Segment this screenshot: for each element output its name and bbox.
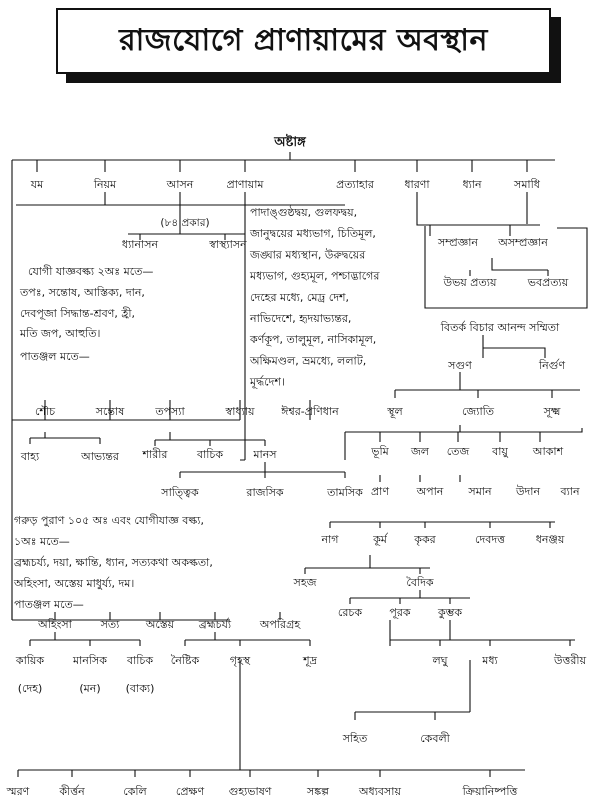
- asana-kind: ধ্যানাসন: [121, 238, 159, 251]
- title: রাজযোগে প্রাণায়ামের অবস্থান: [119, 22, 488, 58]
- limb-node: ধ্যান: [462, 178, 482, 191]
- garuda-line: অহিংসা, অস্তেয় মাধুর্য্য, দম।: [14, 577, 135, 590]
- maithuna-item: গুহ্যভাষণ: [228, 785, 272, 798]
- kumbhaka-type: লঘু: [432, 654, 448, 667]
- vaidika-node: পূরক: [389, 606, 411, 619]
- prana-node: ব্যান: [560, 485, 580, 498]
- manasa-type: তামসিক: [327, 486, 363, 499]
- limb-node: আসন: [166, 178, 194, 191]
- pratyahara-place: জঙ্ঘার মধ্যস্থান, উরুদ্বয়ের: [250, 248, 366, 262]
- samprajnata-types: বিতর্ক বিচার আনন্দ সম্মিতা: [440, 321, 560, 334]
- vakya-paren: (মন): [79, 682, 101, 695]
- tapas-type: মানস: [253, 448, 277, 461]
- maithuna-item: কীর্ত্তন: [59, 785, 85, 798]
- pranayama-kind: বৈদিক: [406, 576, 434, 589]
- upaprana-node: কূর্ম: [373, 533, 387, 546]
- shaucha-type: আভ্যন্তর: [81, 450, 119, 463]
- yajnavalkya-line: দেবপূজা সিদ্ধান্ত-শ্রবণ, হ্রী,: [20, 307, 136, 320]
- garuda-line: গরুড় পুরাণ ১০৫ অঃ এবং যোগীযাজ্ঞ বল্ক্য,: [14, 514, 204, 527]
- asamprajnata-type: ভবপ্রত্যয়: [527, 276, 569, 289]
- pratyahara-place: অক্ষিমণ্ডল, ভ্রমধ্যে, ললাট,: [250, 354, 367, 368]
- samadhi-type: অসম্প্রজ্ঞান: [498, 236, 548, 249]
- yama-item: সত্য: [100, 618, 120, 631]
- kumbhaka2-type: সহিত: [342, 732, 368, 745]
- saguna-type: জ্যোতি: [461, 405, 495, 418]
- pratyahara-place: মধ্যভাগ, গুহ্যমূল, পশ্চাদ্ভাগের: [250, 269, 380, 283]
- upaprana-node: কৃকর: [414, 533, 436, 546]
- prana-node: সমান: [468, 485, 492, 498]
- samadhi-type: সম্প্রজ্ঞান: [437, 236, 479, 249]
- garuda-line: ব্রহ্মচর্য্য, দয়া, ক্ষান্তি, ধ্যান, সত্যকথা অকল্কতা,: [14, 556, 213, 569]
- brahmacharya-type: গৃহস্থ: [229, 654, 251, 667]
- niyama-item: ঈশ্বর-প্রণিধান: [281, 405, 339, 418]
- yama-item: ব্রহ্মচর্য্য: [198, 618, 232, 631]
- manasa-type: রাজসিক: [246, 486, 284, 499]
- saguna-node: সগুণ: [448, 359, 472, 372]
- maithuna-item: প্রেক্ষণ: [175, 785, 205, 798]
- yajnavalkya-heading: যোগী যাজ্ঞবল্ক্য ২অঃ মতে—: [28, 265, 154, 278]
- yajnavalkya-line: তপঃ, সন্তোষ, আস্তিক্য, দান,: [20, 286, 145, 299]
- brahmacharya-type: শূদ্র: [303, 654, 317, 667]
- vaidika-node: কুম্ভক: [437, 606, 463, 619]
- bhuta-node: তেজ: [446, 445, 470, 458]
- patanjali-label-2: পাতঞ্জল মতে—: [14, 598, 84, 611]
- kumbhaka-type: উত্তরীয়: [553, 654, 587, 667]
- prana-node: উদান: [515, 485, 541, 498]
- pratyahara-place: জানুদ্বয়ের মধ্যভাগ, চিতিমূল,: [250, 227, 376, 241]
- asamprajnata-type: উভয় প্রত্যয়: [443, 276, 497, 289]
- vakya-paren: (বাক্য): [125, 682, 155, 695]
- bhuta-node: জল: [410, 445, 430, 458]
- kumbhaka-type: মধ্য: [482, 654, 498, 667]
- niyama-item: সন্তোষ: [95, 405, 125, 418]
- bhuta-node: ভূমি: [371, 445, 389, 458]
- root-node: অষ্টাঙ্গ: [274, 135, 306, 150]
- vakya-type: মানসিক: [73, 654, 107, 667]
- asana-kind: স্বাস্থ্যাসন: [209, 238, 247, 251]
- brahmacharya-type: নৈষ্টিক: [170, 654, 200, 667]
- saguna-type: স্থূল: [387, 405, 403, 418]
- prana-node: প্রাণ: [370, 485, 390, 498]
- pratyahara-place: মূর্দ্ধদেশ।: [250, 375, 285, 389]
- upaprana-node: নাগ: [321, 533, 339, 546]
- maithuna-item: স্মরণ: [6, 785, 30, 798]
- tapas-type: শারীর: [142, 448, 168, 461]
- shaucha-type: বাহ্য: [20, 450, 40, 463]
- nirguna-node: নির্গুণ: [538, 359, 566, 372]
- upaprana-node: দেবদত্ত: [474, 533, 506, 546]
- yajnavalkya-line: মতি জপ, আহুতি।: [20, 327, 101, 340]
- kumbhaka2-type: কেবলী: [420, 732, 450, 745]
- tapas-type: বাচিক: [196, 448, 224, 461]
- bhuta-node: আকাশ: [532, 445, 564, 458]
- vaidika-node: রেচক: [337, 606, 363, 619]
- limb-node: প্রত্যাহার: [336, 178, 374, 191]
- maithuna-item: সঙ্কল্প: [306, 785, 330, 798]
- pratyahara-place: দেহের মধ্যে, মেঢ্র দেশ,: [250, 290, 350, 304]
- pratyahara-place: পাদাঙ্গুষ্ঠদ্বয়, গুলফদ্বয়,: [250, 206, 358, 219]
- saguna-type: সূক্ষ্ম: [543, 405, 561, 418]
- pratyahara-place: নাভিদেশে, হৃদয়াভ্যন্তর,: [250, 312, 352, 325]
- niyama-item: শৌচ: [34, 405, 56, 418]
- upaprana-node: ধনঞ্জয়: [535, 533, 565, 546]
- limb-node: ধারণা: [404, 178, 430, 191]
- vakya-type: বাচিক: [126, 654, 154, 667]
- limb-node: সমাধি: [514, 178, 540, 191]
- limb-node: যম: [30, 178, 44, 191]
- yama-item: অহিংসা: [38, 618, 72, 631]
- niyama-item: তপস্যা: [155, 405, 185, 418]
- maithuna-item: কেলি: [123, 785, 147, 798]
- limb-node: প্রাণায়াম: [226, 178, 264, 191]
- limb-node: নিয়ম: [93, 178, 117, 191]
- patanjali-label: পাতঞ্জল মতে—: [20, 350, 90, 363]
- vakya-type: কায়িক: [15, 654, 45, 667]
- asana-count: (৮৪ প্রকার): [160, 217, 210, 229]
- yama-item: অস্তেয়: [145, 618, 175, 631]
- pranayama-kind: সহজ: [293, 576, 317, 589]
- maithuna-item: অধ্যবসায়: [359, 785, 401, 798]
- bhuta-node: বায়ু: [492, 445, 508, 458]
- yama-item: অপরিগ্রহ: [259, 618, 301, 631]
- pratyahara-place: কর্ণকূপ, তালুমূল, নাসিকামূল,: [250, 333, 377, 347]
- garuda-line: ১অঃ মতে—: [14, 535, 70, 548]
- prana-node: অপান: [416, 485, 444, 498]
- vakya-paren: (দেহ): [17, 682, 43, 695]
- niyama-item: স্বাধ্যায়: [225, 405, 255, 418]
- maithuna-item: ক্রিয়ানিষ্পত্তি: [462, 785, 518, 798]
- manasa-type: সাত্ত্বিক: [161, 486, 199, 499]
